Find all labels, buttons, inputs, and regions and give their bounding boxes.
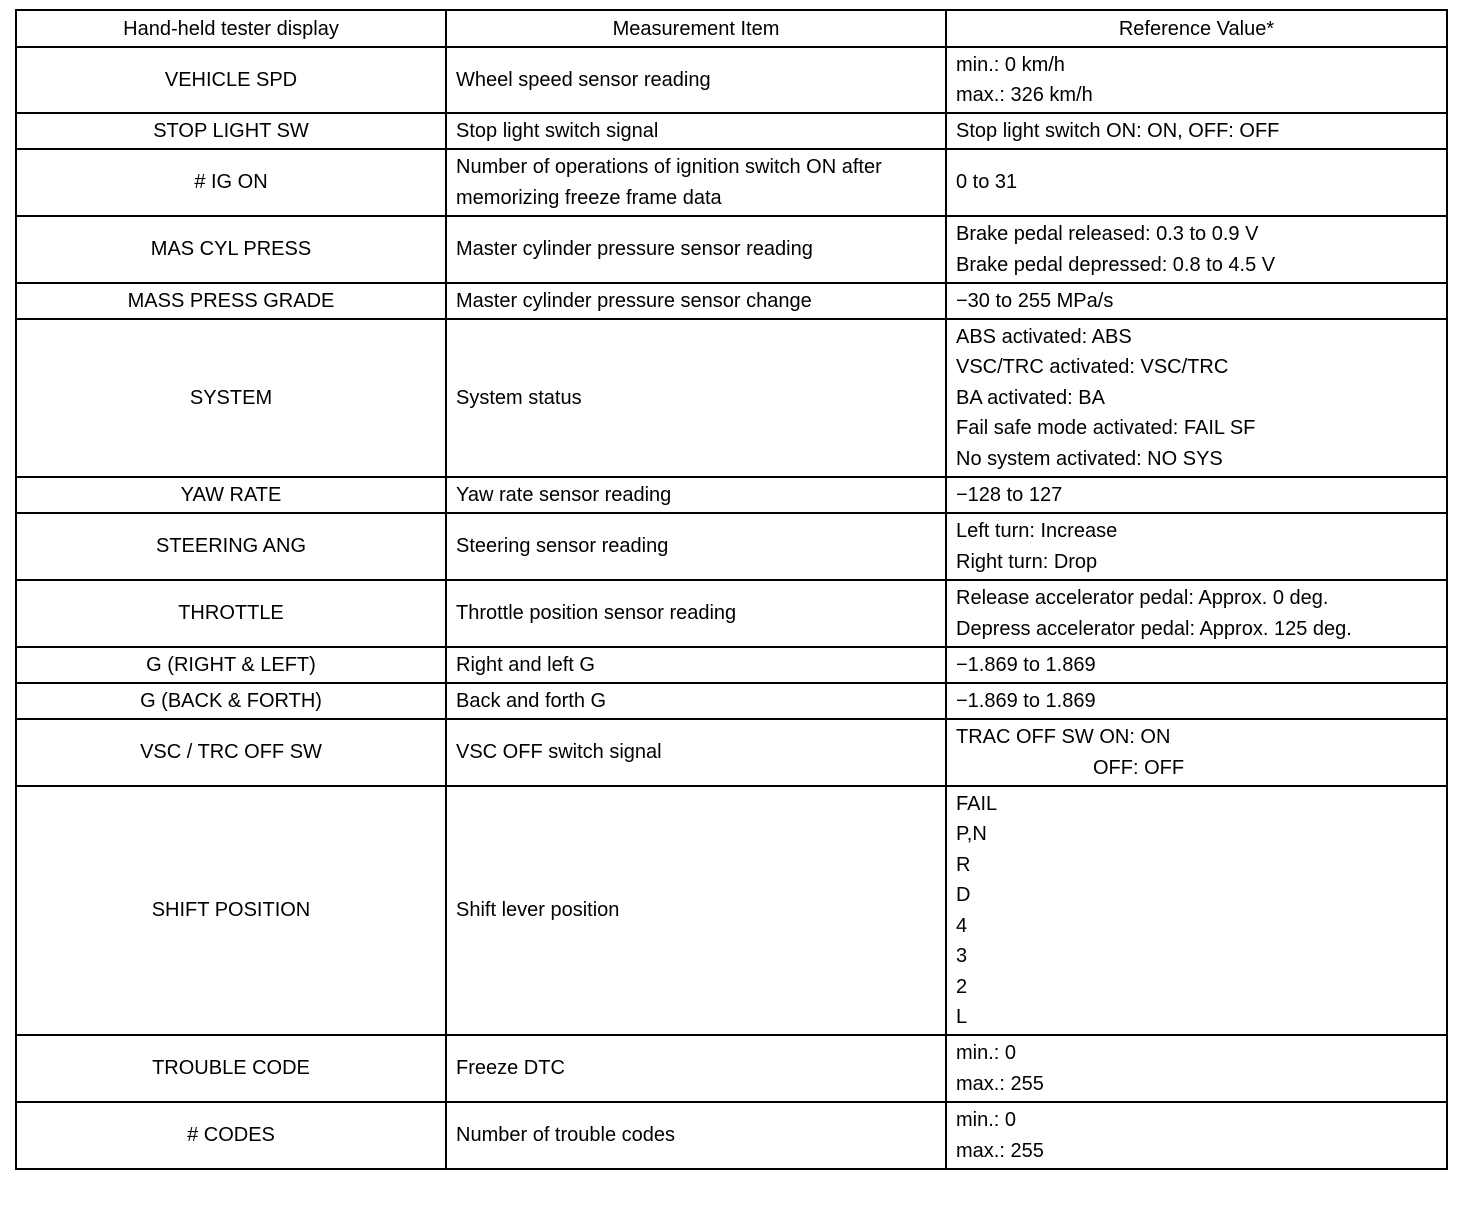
table-row — [16, 719, 1447, 786]
reference-value-line: Right turn: Drop — [956, 550, 1098, 573]
measurement-item-cell — [446, 580, 946, 647]
tester-display-cell: VEHICLE SPD — [16, 47, 446, 113]
reference-value-line: max.: 255 — [956, 1139, 1044, 1162]
header-row — [16, 10, 1447, 47]
measurement-item-cell — [446, 683, 946, 719]
reference-value-line: max.: 326 km/h — [956, 84, 1093, 106]
table-row — [16, 319, 1447, 477]
reference-value-cell — [946, 580, 1447, 647]
reference-value-line: R — [956, 853, 971, 876]
header-tester-display: Hand-held tester display — [16, 10, 446, 47]
reference-value-cell — [946, 1035, 1447, 1102]
reference-value-cell — [946, 1102, 1447, 1169]
reference-value-line: No system activated: NO SYS — [956, 447, 1223, 470]
measurement-item-cell — [446, 477, 946, 513]
tester-display-cell: VSC / TRC OFF SW — [16, 719, 446, 786]
reference-value-line: Left turn: Increase — [956, 520, 1118, 542]
measurement-item-line: Right and left G — [456, 653, 595, 676]
reference-value-cell — [946, 113, 1447, 149]
reference-value-line: TRAC OFF SW ON: ON — [956, 726, 1171, 748]
tester-display-cell: G (RIGHT & LEFT) — [16, 647, 446, 683]
tester-display-cell: MAS CYL PRESS — [16, 216, 446, 283]
reference-value-line: ABS activated: ABS — [956, 325, 1132, 348]
table-row — [16, 216, 1447, 283]
reference-value-line: −128 to 127 — [956, 483, 1063, 506]
reference-table — [15, 9, 1448, 1170]
measurement-item-cell — [446, 216, 946, 283]
measurement-item-cell — [446, 149, 946, 216]
reference-value-line: Stop light switch ON: ON, OFF: OFF — [956, 119, 1280, 142]
table-row — [16, 113, 1447, 149]
table-row — [16, 683, 1447, 719]
tester-display-cell: YAW RATE — [16, 477, 446, 513]
reference-value-line: min.: 0 — [956, 1042, 1017, 1064]
reference-value-cell — [946, 216, 1447, 283]
measurement-item-cell — [446, 647, 946, 683]
tester-display-cell: G (BACK & FORTH) — [16, 683, 446, 719]
reference-value-cell — [946, 477, 1447, 513]
measurement-item-line: Number of operations of ignition switch ON after — [456, 156, 882, 178]
reference-value-line: min.: 0 km/h — [956, 53, 1065, 76]
reference-value-line: 4 — [956, 914, 968, 937]
reference-value-cell — [946, 283, 1447, 319]
reference-value-cell — [946, 719, 1447, 786]
reference-value-line: P,N — [956, 823, 987, 845]
table-row — [16, 477, 1447, 513]
tester-display-cell: SYSTEM — [16, 319, 446, 477]
measurement-item-cell — [446, 283, 946, 319]
header-measurement-item: Measurement Item — [446, 10, 946, 47]
reference-value-line: BA activated: BA — [956, 386, 1105, 409]
table-row — [16, 47, 1447, 113]
reference-value-cell — [946, 149, 1447, 216]
measurement-item-cell — [446, 513, 946, 580]
tester-display-cell: STEERING ANG — [16, 513, 446, 580]
reference-value-line: FAIL — [956, 792, 998, 815]
tester-display-cell: # CODES — [16, 1102, 446, 1169]
reference-value-line: Release accelerator pedal: Approx. 0 deg. — [956, 587, 1329, 609]
reference-value-cell — [946, 319, 1447, 477]
reference-value-line: D — [956, 884, 971, 906]
table-row — [16, 283, 1447, 319]
measurement-item-line: Throttle position sensor reading — [456, 602, 737, 625]
measurement-item-cell — [446, 319, 946, 477]
measurement-item-line: Master cylinder pressure sensor reading — [456, 238, 813, 261]
table-row — [16, 647, 1447, 683]
measurement-item-line: Number of trouble codes — [456, 1124, 676, 1147]
reference-value-line: 0 to 31 — [956, 171, 1018, 194]
table-row — [16, 580, 1447, 647]
measurement-item-line: Yaw rate sensor reading — [456, 483, 672, 506]
measurement-item-cell — [446, 47, 946, 113]
measurement-item-cell — [446, 113, 946, 149]
reference-value-line: max.: 255 — [956, 1072, 1044, 1095]
reference-value-line: Depress accelerator pedal: Approx. 125 deg. — [956, 617, 1352, 640]
reference-value-cell — [946, 47, 1447, 113]
reference-value-line: −1.869 to 1.869 — [956, 689, 1096, 712]
reference-value-line: −1.869 to 1.869 — [956, 653, 1096, 676]
tester-display-cell: STOP LIGHT SW — [16, 113, 446, 149]
tester-display-cell: TROUBLE CODE — [16, 1035, 446, 1102]
reference-value-line: Brake pedal depressed: 0.8 to 4.5 V — [956, 253, 1276, 276]
measurement-item-cell — [446, 1102, 946, 1169]
measurement-item-line: Freeze DTC — [456, 1057, 565, 1080]
reference-value-line: L — [956, 1006, 968, 1028]
measurement-item-line: Master cylinder pressure sensor change — [456, 289, 812, 312]
reference-value-cell — [946, 513, 1447, 580]
measurement-item-line: Shift lever position — [456, 899, 620, 922]
table-row — [16, 513, 1447, 580]
reference-value-line: Fail safe mode activated: FAIL SF — [956, 417, 1256, 440]
tester-display-cell: SHIFT POSITION — [16, 786, 446, 1035]
tester-display-cell: THROTTLE — [16, 580, 446, 647]
table-row — [16, 149, 1447, 216]
measurement-item-cell — [446, 786, 946, 1035]
measurement-item-line: Steering sensor reading — [456, 535, 669, 558]
reference-value-line: 2 — [956, 975, 968, 998]
measurement-item-line: Wheel speed sensor reading — [456, 68, 711, 91]
reference-value-line: 3 — [956, 945, 968, 967]
reference-value-cell — [946, 647, 1447, 683]
measurement-item-line: memorizing freeze frame data — [456, 186, 722, 209]
measurement-item-line: Stop light switch signal — [456, 119, 659, 142]
measurement-item-cell — [446, 719, 946, 786]
reference-value-line: −30 to 255 MPa/s — [956, 289, 1114, 312]
header-reference-value: Reference Value* — [946, 10, 1447, 47]
reference-value-line: min.: 0 — [956, 1109, 1017, 1131]
table-row — [16, 1102, 1447, 1169]
measurement-item-line: VSC OFF switch signal — [456, 741, 662, 764]
measurement-item-line: Back and forth G — [456, 689, 607, 712]
reference-value-cell — [946, 786, 1447, 1035]
reference-value-cell — [946, 683, 1447, 719]
reference-value-line: OFF: OFF — [1093, 756, 1185, 779]
tester-display-cell: MASS PRESS GRADE — [16, 283, 446, 319]
reference-value-line: Brake pedal released: 0.3 to 0.9 V — [956, 223, 1259, 245]
tester-display-cell: # IG ON — [16, 149, 446, 216]
table-row — [16, 786, 1447, 1035]
table-row — [16, 1035, 1447, 1102]
measurement-item-cell — [446, 1035, 946, 1102]
measurement-item-line: System status — [456, 386, 582, 409]
reference-value-line: VSC/TRC activated: VSC/TRC — [956, 356, 1229, 379]
